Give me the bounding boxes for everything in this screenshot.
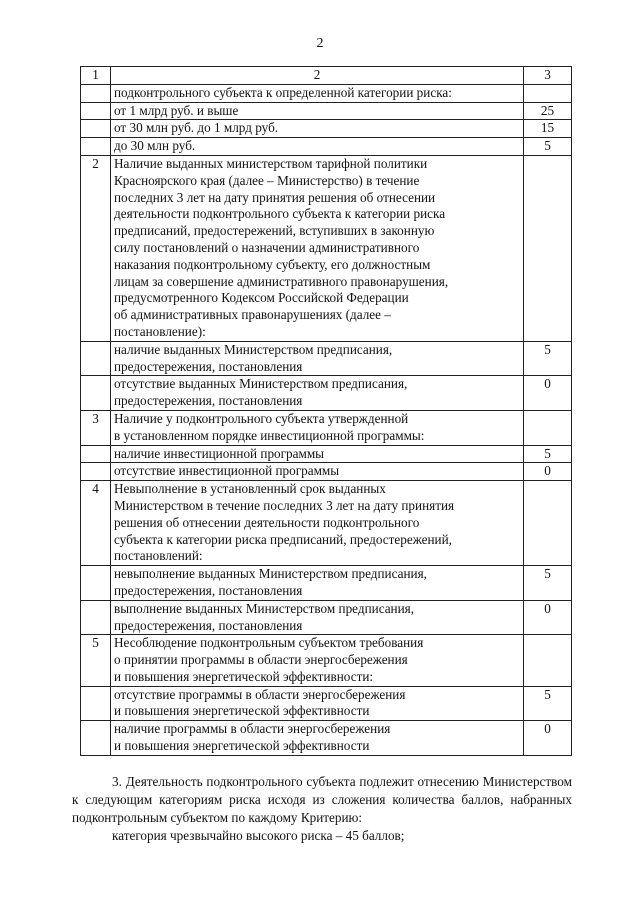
table-row (81, 84, 572, 102)
row-points-cell (524, 635, 572, 686)
row-criterion-cell: отсутствие инвестиционной программы (111, 463, 524, 481)
table-row (81, 341, 572, 376)
section-3-paragraph (72, 773, 572, 845)
row-points-cell: 5 (524, 138, 572, 156)
row-number-cell (81, 686, 111, 721)
row-criterion-cell: от 1 млрд руб. и выше (111, 102, 524, 120)
table-row (81, 721, 572, 756)
row-criterion-cell: подконтрольного субъекта к определенной категории риска: (111, 84, 524, 102)
header-cell-points: 3 (524, 67, 572, 85)
table-row (81, 120, 572, 138)
row-number-cell (81, 341, 111, 376)
row-criterion-cell: Наличие выданных министерством тарифной политики Красноярского края (далее – Министерство) в течение последних 3 лет на дату принятия решения об отнесении деятельности подконтрольного субъекта к категории риска предписаний, предостережений, вступивших в законную силу постановлений о назначении административного наказания подконтрольному субъекту, его должностным лицам за совершение административного правонарушения, предусмотренного Кодексом Российской Федерации об административных правонарушениях (далее – постановление): (111, 155, 524, 341)
row-points-cell: 5 (524, 566, 572, 601)
row-points-cell: 5 (524, 445, 572, 463)
criteria-table (80, 66, 572, 756)
table-row (81, 102, 572, 120)
table-row (81, 445, 572, 463)
row-number-cell (81, 120, 111, 138)
table-row (81, 686, 572, 721)
table-row (81, 600, 572, 635)
row-number-cell (81, 566, 111, 601)
row-criterion-cell: до 30 млн руб. (111, 138, 524, 156)
row-number-cell (81, 102, 111, 120)
table-row (81, 463, 572, 481)
row-criterion-cell: от 30 млн руб. до 1 млрд руб. (111, 120, 524, 138)
row-criterion-cell: наличие инвестиционной программы (111, 445, 524, 463)
row-points-cell: 5 (524, 686, 572, 721)
row-points-cell (524, 155, 572, 341)
row-points-cell (524, 410, 572, 445)
paragraph-list-item: категория чрезвычайно высокого риска – 45 баллов; (112, 828, 405, 843)
row-points-cell: 0 (524, 600, 572, 635)
table-row (81, 481, 572, 566)
row-criterion-cell: отсутствие выданных Министерством предписания, предостережения, постановления (111, 376, 524, 411)
header-cell-criterion: 2 (111, 67, 524, 85)
table-row (81, 410, 572, 445)
row-number-cell: 3 (81, 410, 111, 445)
row-number-cell (81, 445, 111, 463)
row-criterion-cell: Несоблюдение подконтрольным субъектом требования о принятии программы в области энергосбережения и повышения энергетической эффективности: (111, 635, 524, 686)
table-row (81, 635, 572, 686)
row-criterion-cell: невыполнение выданных Министерством предписания, предостережения, постановления (111, 566, 524, 601)
table-body (81, 84, 572, 755)
row-points-cell: 15 (524, 120, 572, 138)
row-criterion-cell: наличие выданных Министерством предписания, предостережения, постановления (111, 341, 524, 376)
row-number-cell (81, 600, 111, 635)
row-points-cell: 25 (524, 102, 572, 120)
table-header-row (81, 67, 572, 85)
row-criterion-cell: Наличие у подконтрольного субъекта утвержденной в установленном порядке инвестиционной программы: (111, 410, 524, 445)
table-row (81, 138, 572, 156)
row-criterion-cell: Невыполнение в установленный срок выданных Министерством в течение последних 3 лет на дату принятия решения об отнесении деятельности подконтрольного субъекта к категории риска предписаний, предостережений, постановлений: (111, 481, 524, 566)
row-number-cell: 5 (81, 635, 111, 686)
paragraph-main-text: 3. Деятельность подконтрольного субъекта подлежит отнесению Министерством к следующим категориям риска исходя из сложения количества баллов, набранных подконтрольным субъектом по каждому Критерию: (72, 774, 572, 825)
row-number-cell (81, 138, 111, 156)
row-criterion-cell: наличие программы в области энергосбережения и повышения энергетической эффективности (111, 721, 524, 756)
row-number-cell (81, 376, 111, 411)
row-number-cell (81, 463, 111, 481)
row-criterion-cell: отсутствие программы в области энергосбережения и повышения энергетической эффективности (111, 686, 524, 721)
row-number-cell (81, 84, 111, 102)
row-points-cell: 5 (524, 341, 572, 376)
row-number-cell (81, 721, 111, 756)
page-number: 2 (316, 36, 324, 51)
row-points-cell (524, 84, 572, 102)
table-row (81, 155, 572, 341)
row-number-cell: 2 (81, 155, 111, 341)
row-number-cell: 4 (81, 481, 111, 566)
row-points-cell: 0 (524, 721, 572, 756)
row-points-cell: 0 (524, 376, 572, 411)
table-row (81, 376, 572, 411)
header-cell-number: 1 (81, 67, 111, 85)
table-row (81, 566, 572, 601)
row-criterion-cell: выполнение выданных Министерством предписания, предостережения, постановления (111, 600, 524, 635)
row-points-cell: 0 (524, 463, 572, 481)
row-points-cell (524, 481, 572, 566)
